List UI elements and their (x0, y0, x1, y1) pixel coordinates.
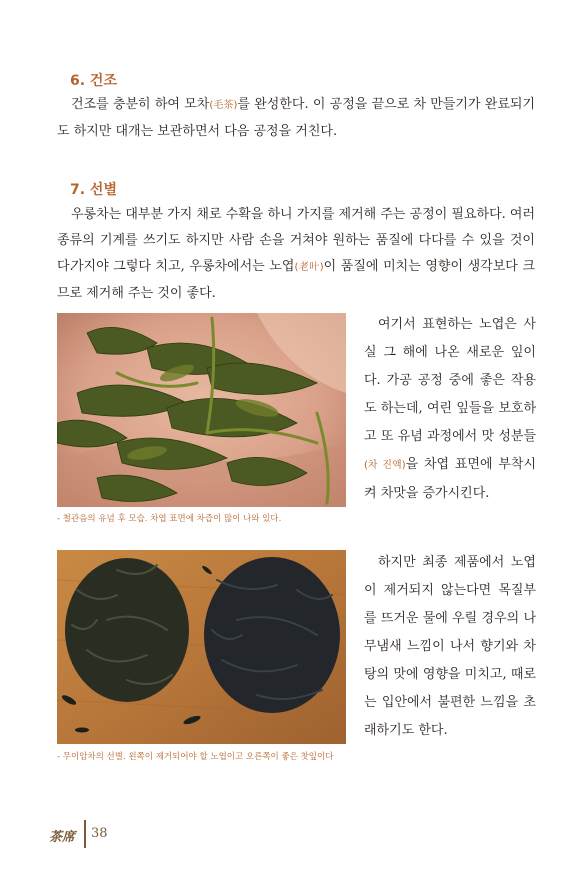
photo-1-caption: - 철관음의 유념 후 모습. 차엽 표면에 차즙이 많이 나와 있다. (57, 514, 282, 524)
paragraph-text: 하지만 최종 제품에서 노엽이 제거되지 않는다면 목질부를 뜨거운 물에 우릴 경우의 나무냄새 느낌이 나서 향기와 차탕의 맛에 영향을 미치고, 때로는 입안에서 불편한 느낌을 초래하기도 한다. (364, 555, 536, 738)
paragraph-text: 이 품질에 미치는 영향이 생각보다 크므로 제거해 주는 것이 좋다. (57, 259, 535, 301)
hanja-annotation: (老叶) (294, 262, 324, 273)
side-paragraph-1 (364, 311, 536, 508)
paragraph-text: 여기서 표현하는 노엽은 사실 그 해에 나온 새로운 잎이다. 가공 공정 중에 좋은 작용도 하는데, 여린 잎들을 보호하고 또 유념 과정에서 맛 성분들 (364, 317, 536, 444)
footer-divider (84, 820, 86, 848)
photo-2-caption: - 무이암차의 선별. 왼쪽이 제거되어야 할 노엽이고 오른쪽이 좋은 찻잎이다 (57, 752, 334, 762)
paragraph-text: 가지야 그렇다 치고, 우롱차에서는 노엽 (71, 259, 295, 274)
section-6-heading: 6. 건조 (70, 73, 117, 89)
paragraph-text: 을 차엽 표면에 부착시켜 차맛을 증가시킨다. (364, 457, 537, 501)
tea-sorting-photo (57, 550, 346, 744)
book-logo-mark: 茶席 (49, 830, 76, 845)
page-number: 38 (91, 826, 108, 841)
paragraph-text: 건조를 충분히 하여 모차 (71, 97, 210, 112)
tea-leaves-hand-photo (57, 313, 346, 507)
section-6-paragraph (57, 92, 535, 145)
section-7-paragraph-2 (57, 254, 535, 307)
hanja-annotation: (차 진액) (364, 460, 406, 471)
section-7-paragraph-1: 우롱차는 대부분 가지 채로 수확을 하니 가지를 제거해 주는 공정이 필요하다. 여러 종류의 기계를 쓰기도 하지만 사람 손을 거쳐야 원하는 품질에 다다를 수 있을 것이다. (57, 207, 536, 274)
hanja-annotation: (毛茶) (209, 100, 238, 111)
paragraph-text: 를 완성한다. 이 공정을 끝으로 차 만들기가 완료되기도 하지만 대개는 보관하면서 다음 공정을 거친다. (57, 97, 535, 139)
section-7-heading: 7. 선별 (70, 182, 117, 198)
side-paragraph-2 (364, 549, 536, 745)
